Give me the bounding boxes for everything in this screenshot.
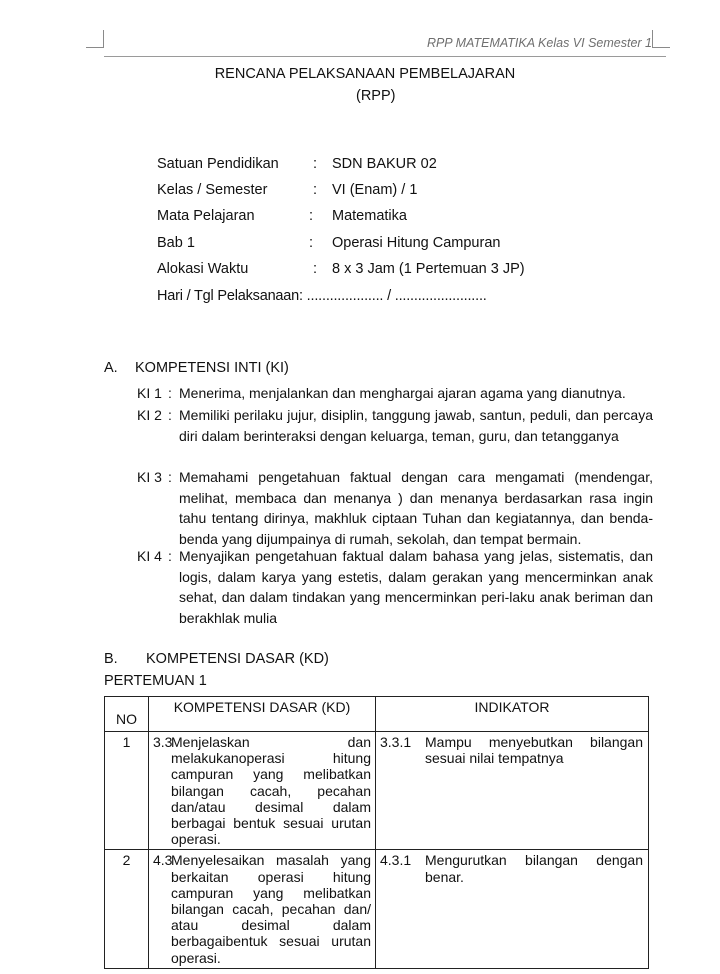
- table-row: [105, 732, 649, 850]
- section-a-letter: A.: [104, 360, 118, 376]
- indicator-text: Mampu menyebutkan bilangan sesuai nilai tempatnya: [425, 734, 643, 767]
- section-a-title: KOMPETENSI INTI (KI): [135, 360, 289, 376]
- header-indicator-label: INDIKATOR: [474, 699, 550, 715]
- identity-value: VI (Enam) / 1: [332, 182, 418, 198]
- ki-code: KI 4: [137, 548, 162, 564]
- crop-mark: [652, 47, 670, 48]
- kd-table: [104, 696, 649, 969]
- kd-number: 4.3: [153, 852, 173, 869]
- header-indicator: [376, 697, 649, 732]
- identity-value: SDN BAKUR 02: [332, 156, 437, 172]
- row-no: [105, 732, 149, 850]
- ki-text: Memahami pengetahuan faktual dengan cara mengamati (mendengar, melihat, membaca dan menanya ) dan menanya berdasarkan rasa ingin tahu tentang dirinya, makhluk ciptaan Tuhan dan kegiatannya, dan benda-benda yang dijumpainya di rumah, sekolah, dan tempat bermain.: [179, 469, 653, 547]
- kd-text: Menjelaskan dan melakukanoperasi hitung campuran yang melibatkan bilangan cacah, pecahan dan/atau desimal dalam berbagai bentuk sesuai urutan operasi.: [171, 734, 371, 848]
- identity-label: Mata Pelajaran: [157, 208, 255, 224]
- identity-colon: :: [309, 235, 314, 251]
- section-b-title: KOMPETENSI DASAR (KD): [146, 651, 329, 667]
- crop-mark: [103, 30, 104, 48]
- meeting-label: PERTEMUAN 1: [104, 673, 207, 689]
- ki-text: Menerima, menjalankan dan menghargai ajaran agama yang dianutnya.: [179, 385, 626, 401]
- crop-mark: [652, 30, 653, 48]
- ki-colon: :: [168, 469, 172, 485]
- identity-label: Satuan Pendidikan: [157, 156, 279, 172]
- ki-code: KI 1: [137, 385, 162, 401]
- indicator-number: 3.3.1: [380, 734, 412, 750]
- kd-cell: [149, 732, 376, 850]
- doc-subtitle: (RPP): [356, 88, 396, 104]
- identity-colon: :: [309, 208, 314, 224]
- row-no-value: 1: [122, 734, 131, 750]
- kd-text: Menyelesaikan masalah yang berkaitan operasi hitung campuran yang melibatkan bilangan cacah, pecahan dan/ atau desimal dalam berbagaibentuk sesuai urutan operasi.: [171, 852, 371, 966]
- kd-cell: [149, 850, 376, 968]
- header-no-label: NO: [116, 711, 137, 727]
- ki-code: KI 3: [137, 469, 162, 485]
- identity-colon: :: [313, 182, 318, 198]
- identity-label: Hari / Tgl Pelaksanaan: .................... / ........................: [157, 288, 487, 304]
- ki-text: Memiliki perilaku jujur, disiplin, tanggung jawab, santun, peduli, dan percaya diri dalam berinteraksi dengan keluarga, teman, guru, dan tetangganya: [179, 407, 653, 444]
- header-kd-label: KOMPETENSI DASAR (KD): [173, 699, 351, 715]
- header-no: [105, 697, 149, 732]
- crop-mark: [86, 47, 104, 48]
- running-header: RPP MATEMATIKA Kelas VI Semester 1: [426, 36, 652, 50]
- header-kd: [149, 697, 376, 732]
- table-header-row: [105, 697, 649, 732]
- indicator-cell: [376, 850, 649, 968]
- indicator-text: Mengurutkan bilangan dengan benar.: [425, 852, 643, 885]
- row-no-value: 2: [122, 852, 131, 869]
- ki-colon: :: [168, 385, 172, 401]
- ki-text: Menyajikan pengetahuan faktual dalam bahasa yang jelas, sistematis, dan logis, dalam karya yang estetis, dalam gerakan yang mencerminkan anak sehat, dan dalam tindakan yang mencerminkan peri-laku anak beriman dan berakhlak mulia: [179, 548, 653, 626]
- indicator-cell: [376, 732, 649, 850]
- kd-number: 3.3: [153, 734, 173, 750]
- identity-colon: :: [313, 156, 318, 172]
- doc-title: RENCANA PELAKSANAAN PEMBELAJARAN: [214, 66, 516, 82]
- ki-colon: :: [168, 407, 172, 423]
- row-no: [105, 850, 149, 968]
- identity-label: Bab 1: [157, 235, 195, 251]
- ki-colon: :: [168, 548, 172, 564]
- table-row: [105, 850, 649, 968]
- identity-label: Alokasi Waktu: [157, 261, 249, 277]
- section-b-letter: B.: [104, 651, 118, 667]
- ki-code: KI 2: [137, 407, 162, 423]
- identity-value: Matematika: [332, 208, 407, 224]
- identity-label: Kelas / Semester: [157, 182, 268, 198]
- indicator-number: 4.3.1: [380, 852, 412, 869]
- identity-colon: :: [313, 261, 318, 277]
- header-rule: [104, 56, 666, 57]
- identity-value: Operasi Hitung Campuran: [332, 235, 501, 251]
- identity-value: 8 x 3 Jam (1 Pertemuan 3 JP): [332, 261, 525, 277]
